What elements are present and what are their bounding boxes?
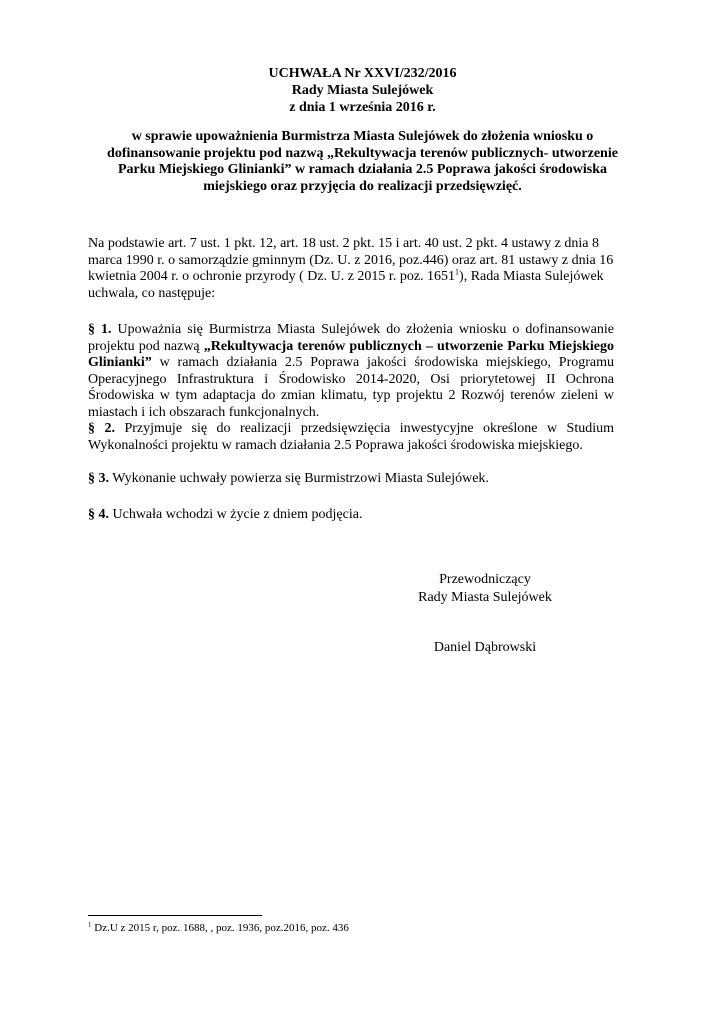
footnote-marker: 1 [88, 920, 92, 929]
preamble-line: Na podstawie art. 7 ust. 1 pkt. 12, art. 18 ust. 2 pkt. 15 i art. 40 ust. 2 pkt. 4 ustawy z dnia 8 [88, 236, 599, 251]
section-2-mark: § 2. [88, 421, 115, 436]
section-2-line: Wykonalności projektu w ramach działania 2.5 Poprawa jakości środowiska miejskiego. [88, 437, 583, 453]
footnote-reference: 1 [455, 267, 460, 277]
section-1-line: miastach i ich obszarach funkcjonalnych. [88, 404, 320, 420]
project-name: Glinianki” [88, 355, 152, 370]
subject-line: Parku Miejskiego Glinianki” w ramach działania 2.5 Poprawa jakości środowiska [118, 162, 607, 177]
project-name: „Rekultywacja terenów publicznych – utworzenie Parku Miejskiego [203, 338, 614, 354]
preamble-line: marca 1990 r. o samorządzie gminnym (Dz. U. z 2016, poz.446) oraz art. 81 ustawy z dnia 16 [88, 252, 614, 268]
section-1-mark: § 1. [88, 322, 112, 337]
footnote [88, 922, 349, 935]
footnote-separator [88, 915, 262, 916]
section-1-line: projektu pod nazwą „Rekultywacja terenów publicznych – utworzenie Parku Miejskiego [88, 338, 614, 354]
subject-line: miejskiego oraz przyjęcia do realizacji przedsięwzięć. [203, 178, 522, 194]
signature-body: Rady Miasta Sulejówek [418, 590, 552, 605]
signature-name: Daniel Dąbrowski [433, 640, 537, 655]
resolution-date: z dnia 1 września 2016 r. [289, 100, 436, 115]
section-4-mark: § 4. [88, 507, 109, 522]
section-1-line: Operacyjnego Infrastruktura i Środowisko 2014-2020, Osi priorytetowej II Ochrona [88, 371, 614, 387]
section-3: § 3. Wykonanie uchwały powierza się Burmistrzowi Miasta Sulejówek. [88, 471, 489, 486]
section-4: § 4. Uchwała wchodzi w życie z dniem podjęcia. [88, 507, 363, 522]
preamble-line: uchwala, co następuje: [88, 285, 216, 301]
subject-line: dofinansowanie projektu pod nazwą „Rekultywacja terenów publicznych- utworzenie [107, 145, 618, 161]
preamble [88, 236, 614, 302]
preamble-line [88, 269, 614, 286]
section-1 [88, 322, 614, 454]
section-2-line: § 2. Przyjmuje się do realizacji przedsięwzięcia inwestycyjne określone w Studium [88, 421, 615, 436]
section-1-line: Środowiska w tym adaptacja do zmian klimatu, typ projektu 2 Rozwój terenów zieleni w [88, 388, 614, 403]
section-1-line: Glinianki” w ramach działania 2.5 Poprawa jakości środowiska miejskiego, Programu [88, 355, 614, 370]
subject-line: w sprawie upoważnienia Burmistrza Miasta Sulejówek do złożenia wniosku o [131, 129, 594, 144]
preamble-text: ), Rada Miasta Sulejówek [459, 269, 604, 284]
section-3-mark: § 3. [88, 471, 109, 486]
section-1-line: § 1. Upoważnia się Burmistrza Miasta Sulejówek do złożenia wniosku o dofinansowanie [88, 322, 615, 337]
resolution-subject [80, 129, 645, 195]
signature-role: Przewodniczący [439, 572, 531, 587]
footnote-text: Dz.U z 2015 r, poz. 1688, , poz. 1936, poz.2016, poz. 436 [91, 922, 349, 934]
resolution-number: UCHWAŁA Nr XXVI/232/2016 [268, 66, 457, 81]
resolution-body: Rady Miasta Sulejówek [291, 83, 434, 98]
preamble-text: kwietnia 2004 r. o ochronie przyrody ( Dz. U. z 2015 r. poz. 1651 [88, 269, 456, 284]
